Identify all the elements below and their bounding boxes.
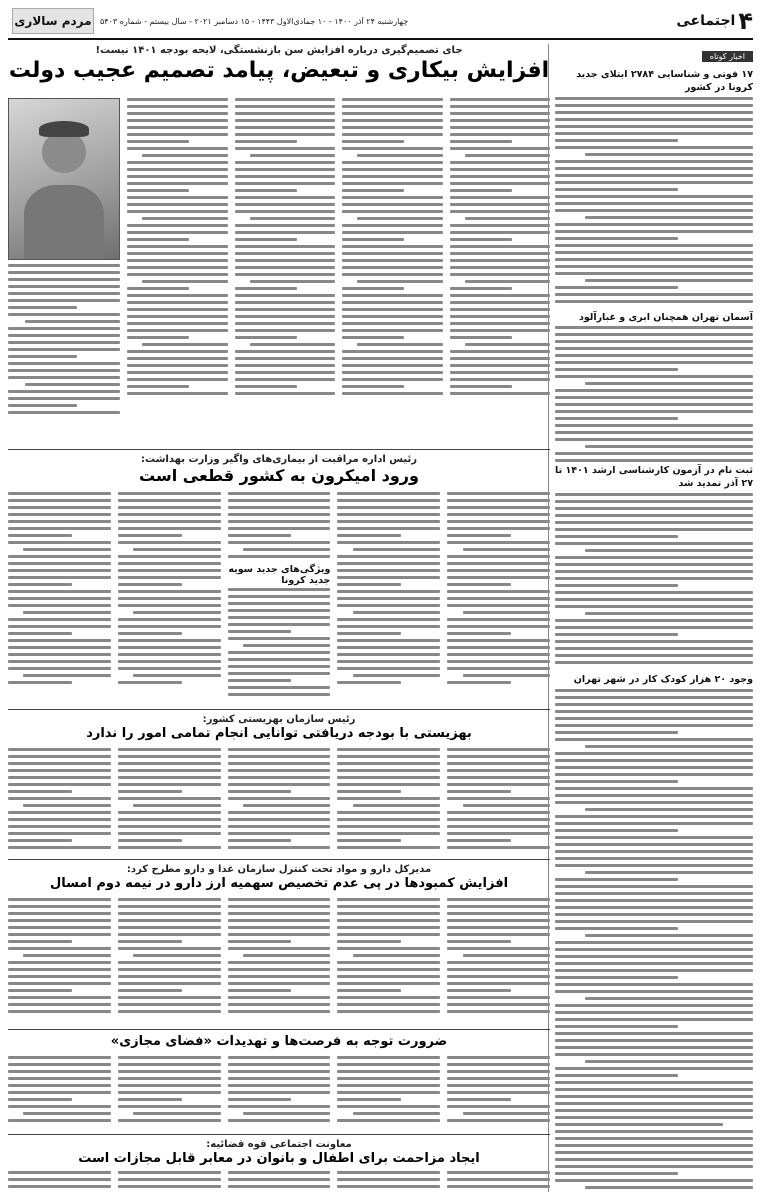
main-articles bbox=[8, 44, 550, 1192]
photo-figure-body bbox=[24, 185, 103, 259]
welfare-kicker: رئیس سازمان بهزیستی کشور: bbox=[202, 714, 356, 725]
harassment-headline[interactable]: ایجاد مزاحمت برای اطفال و بانوان در معابر قابل مجازات است bbox=[78, 1151, 480, 1166]
text-column bbox=[118, 1056, 221, 1130]
cyber-article bbox=[8, 1029, 550, 1130]
text-column bbox=[8, 748, 111, 855]
text-column bbox=[228, 492, 331, 562]
welfare-headline[interactable]: بهزیستی با بودجه دریافتی توانایی انجام تمامی امور را ندارد bbox=[86, 726, 472, 741]
text-column bbox=[228, 898, 331, 1025]
text-column bbox=[8, 264, 120, 444]
text-column-with-subhead bbox=[228, 492, 331, 705]
text-column bbox=[228, 748, 331, 855]
text-column bbox=[450, 98, 551, 444]
text-column bbox=[337, 898, 440, 1025]
newspaper-logo: مردم سالاری bbox=[12, 8, 94, 34]
section-label bbox=[676, 9, 753, 33]
photo-figure-head bbox=[42, 131, 86, 173]
short-news-tag: اخبار کوتاه bbox=[702, 51, 753, 62]
article-photo bbox=[8, 98, 120, 260]
text-column bbox=[8, 898, 111, 1025]
lead-kicker: جای تصمیم‌گیری درباره افزایش سن بازنشستگی، لایحه بودجه ۱۴۰۱ نیست! bbox=[95, 45, 463, 56]
text-column bbox=[337, 748, 440, 855]
text-columns bbox=[8, 898, 550, 1025]
text-column bbox=[337, 1171, 440, 1193]
text-column bbox=[337, 1056, 440, 1130]
omicron-kicker: رئیس اداره مراقبت از بیماری‌های واگیر وزارت بهداشت: bbox=[140, 454, 417, 465]
lead-article bbox=[8, 44, 550, 444]
text-column bbox=[127, 98, 228, 444]
text-column bbox=[447, 1056, 550, 1130]
text-column bbox=[342, 98, 443, 444]
dateline: چهارشنبه ۲۴ آذر ۱۴۰۰ - ۱۰ جمادی‌الاول ۱۴۴۳ - ۱۵ دسامبر ۲۰۲۱ - سال بیستم - شماره ۵۴۰۳ bbox=[100, 16, 409, 26]
text-column bbox=[447, 492, 550, 705]
text-block bbox=[555, 326, 753, 462]
text-block bbox=[555, 97, 753, 309]
text-column bbox=[118, 492, 221, 705]
short-news-title[interactable]: ۱۷ فوتی و شناسایی ۲۷۸۴ ابتلای جدید کرونا در کشور bbox=[576, 69, 753, 93]
text-columns bbox=[8, 1056, 550, 1130]
drugs-article bbox=[8, 859, 550, 1025]
text-block bbox=[555, 493, 753, 671]
text-column bbox=[228, 588, 331, 705]
text-column bbox=[447, 1171, 550, 1193]
text-column bbox=[235, 98, 336, 444]
cyber-headline[interactable]: ضرورت توجه به فرصت‌ها و تهدیدات «فضای مجازی» bbox=[110, 1034, 448, 1049]
text-column bbox=[228, 1171, 331, 1193]
text-column bbox=[447, 748, 550, 855]
header-rule bbox=[8, 38, 753, 40]
harassment-kicker: معاونت اجتماعی قوه قضائیه: bbox=[206, 1139, 352, 1150]
text-column bbox=[337, 492, 440, 705]
text-column bbox=[8, 492, 111, 705]
text-columns bbox=[8, 748, 550, 855]
text-column bbox=[447, 898, 550, 1025]
text-block bbox=[555, 689, 753, 1192]
masthead bbox=[8, 6, 753, 36]
omicron-article bbox=[8, 449, 550, 705]
text-column bbox=[118, 1171, 221, 1193]
lead-headline[interactable]: افزایش بیکاری و تبعیض، پیامد تصمیم عجیب دولت bbox=[8, 58, 550, 83]
section-name: اجتماعی bbox=[676, 13, 736, 29]
short-news-title[interactable]: وجود ۲۰ هزار کودک کار در شهر تهران bbox=[573, 674, 753, 686]
welfare-article bbox=[8, 709, 550, 855]
text-columns bbox=[8, 1171, 550, 1193]
text-column bbox=[228, 1056, 331, 1130]
short-news-title[interactable]: آسمان تهران همچنان ابری و غبارآلود bbox=[578, 311, 753, 323]
short-news-column bbox=[548, 44, 753, 1192]
omicron-subhead: ویژگی‌های جدید سویه جدید کرونا bbox=[228, 564, 331, 586]
text-column bbox=[118, 898, 221, 1025]
drugs-kicker: مدیرکل دارو و مواد تحت کنترل سازمان غذا و دارو مطرح کرد: bbox=[126, 864, 432, 875]
omicron-headline[interactable]: ورود امیکرون به کشور قطعی است bbox=[139, 466, 419, 485]
text-column bbox=[8, 1171, 111, 1193]
harassment-article bbox=[8, 1134, 550, 1193]
text-column bbox=[8, 1056, 111, 1130]
photo-figure-hat bbox=[39, 121, 90, 137]
text-column bbox=[118, 748, 221, 855]
page-number: ۴ bbox=[738, 7, 753, 35]
drugs-headline[interactable]: افزایش کمبودها در پی عدم تخصیص سهمیه ارز دارو در نیمه دوم امسال bbox=[49, 876, 509, 891]
short-news-title[interactable]: ثبت نام در آزمون کارشناسی ارشد ۱۴۰۱ تا ۲۷ آذر تمدید شد bbox=[555, 465, 753, 490]
photo-column bbox=[8, 98, 120, 444]
